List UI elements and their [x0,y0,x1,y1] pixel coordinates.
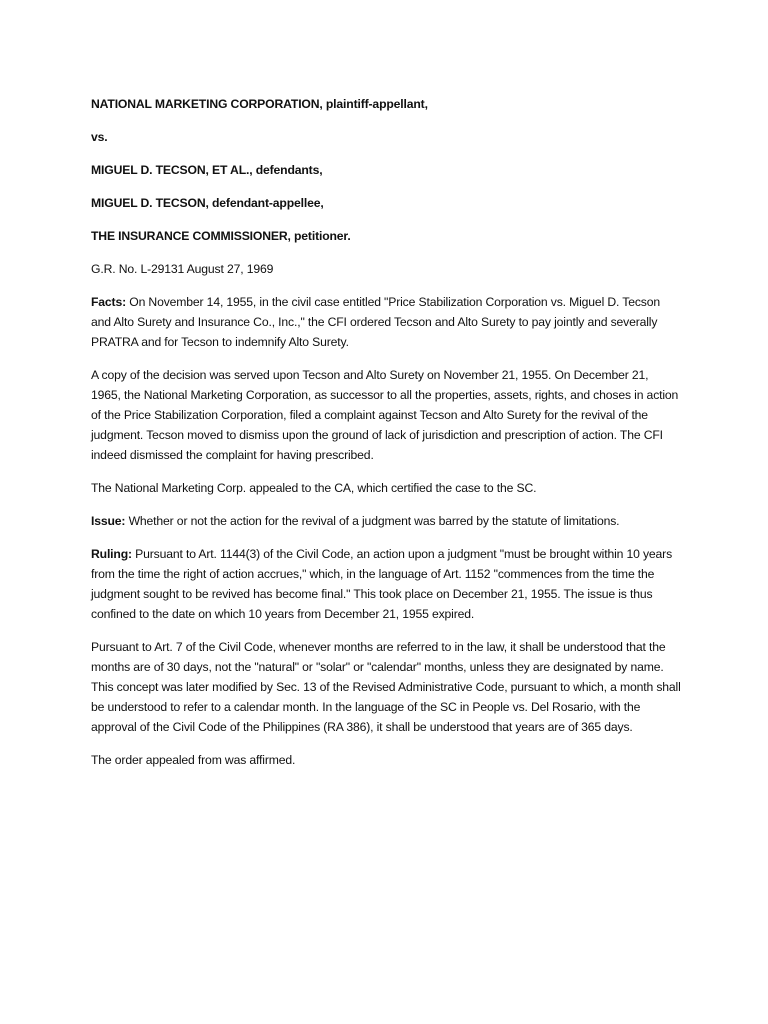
case-number: G.R. No. L-29131 August 27, 1969 [91,262,274,276]
facts-paragraph [91,292,681,352]
case-digest-document [91,94,681,783]
issue-label: Issue: [91,514,126,528]
ruling-text: Pursuant to Art. 1144(3) of the Civil Code, an action upon a judgment "must be brought within 10 years from the time the right of action accrues," which, in the language of Art. 1152 "commences from the time the judgment sought to be revived has become final." This took place on December 21, 1955. The issue is thus confined to the date on which 10 years from December 21, 1955 expired. [91,547,673,621]
facts-label: Facts: [91,295,126,309]
facts-text: On November 14, 1955, in the civil case entitled "Price Stabilization Corporation vs. Miguel D. Tecson and Alto Surety and Insurance Co., Inc.," the CFI ordered Tecson and Alto Surety to pay jointly and severally PRATRA and for Tecson to indemnify Alto Surety. [91,295,660,349]
petitioner-line: THE INSURANCE COMMISSIONER, petitioner. [91,229,351,243]
conclusion-paragraph: The order appealed from was affirmed. [91,753,296,767]
ruling-label: Ruling: [91,547,132,561]
plaintiff-line: NATIONAL MARKETING CORPORATION, plaintiff-appellant, [91,97,428,111]
appellee-line: MIGUEL D. TECSON, defendant-appellee, [91,196,324,210]
appeal-paragraph: The National Marketing Corp. appealed to the CA, which certified the case to the SC. [91,481,537,495]
defendants-line: MIGUEL D. TECSON, ET AL., defendants, [91,163,323,177]
service-paragraph: A copy of the decision was served upon Tecson and Alto Surety on November 21, 1955. On December 21, 1965, the National Marketing Corporation, as successor to all the properties, assets, rights, and choses in action of the Price Stabilization Corporation, filed a complaint against Tecson and Alto Surety for the revival of the judgment. Tecson moved to dismiss upon the ground of lack of jurisdiction and prescription of action. The CFI indeed dismissed the complaint for having prescribed. [91,368,679,462]
ruling-paragraph [91,544,681,624]
months-paragraph: Pursuant to Art. 7 of the Civil Code, whenever months are referred to in the law, it shall be understood that the months are of 30 days, not the "natural" or "solar" or "calendar" months, unless they are designated by name. This concept was later modified by Sec. 13 of the Revised Administrative Code, pursuant to which, a month shall be understood to refer to a calendar month. In the language of the SC in People vs. Del Rosario, with the approval of the Civil Code of the Philippines (RA 386), it shall be understood that years are of 365 days. [91,640,681,734]
issue-paragraph [91,511,681,531]
issue-text: Whether or not the action for the revival of a judgment was barred by the statute of limitations. [125,514,620,528]
versus-line: vs. [91,130,108,144]
